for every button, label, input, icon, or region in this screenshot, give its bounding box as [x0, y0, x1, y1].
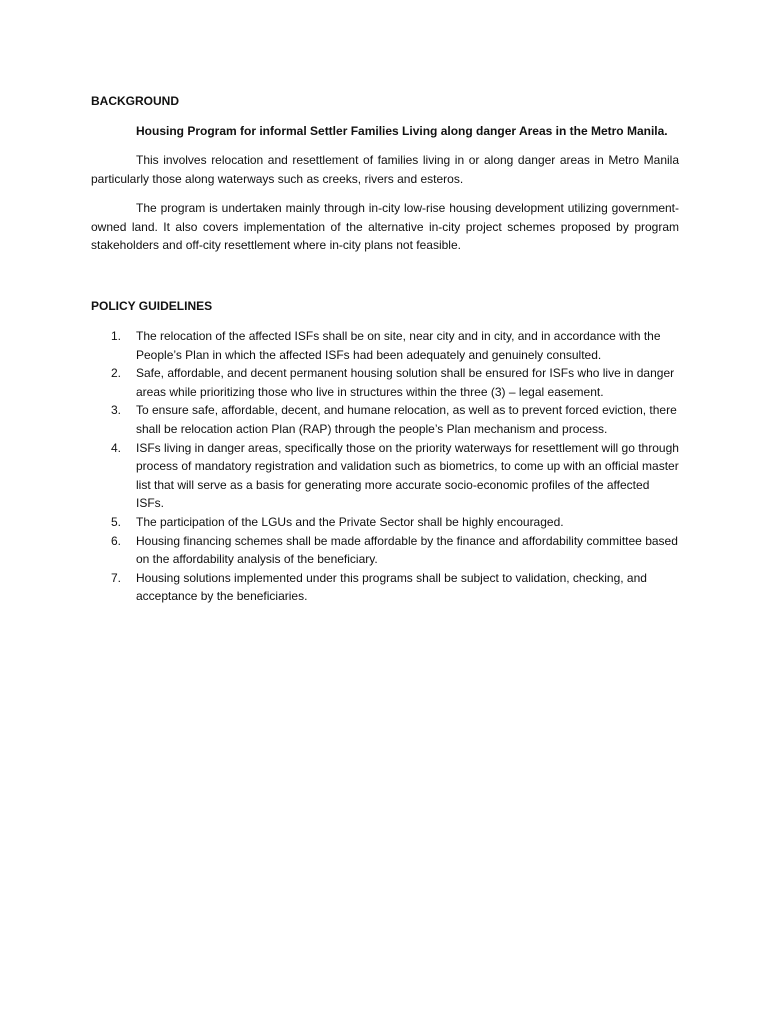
- list-item-number: 2.: [111, 366, 122, 381]
- list-item-text: To ensure safe, affordable, decent, and humane relocation, as well as to prevent forced eviction, there shall be relocation action Plan (RAP) through the people’s Plan mechanism and process.: [136, 403, 677, 436]
- list-item-text: ISFs living in danger areas, specifically those on the priority waterways for resettlement will go through process of mandatory registration and validation such as biometrics, to come up with an official master list that will serve as a basis for generating more accurate socio-economic profiles of the affected ISFs.: [136, 440, 679, 511]
- list-item-number: 3.: [111, 403, 122, 418]
- background-paragraph-2: The program is undertaken mainly through in-city low-rise housing development utilizing government-owned land. It also covers implementation of the alternative in-city project schemes proposed by program stakeholders and off-city resettlement where in-city plans not feasible.: [91, 201, 679, 253]
- list-item-number: 5.: [111, 514, 122, 529]
- list-item-text: Safe, affordable, and decent permanent housing solution shall be ensured for ISFs who live in danger areas while prioritizing those who live in structures within the three (3) – legal easement.: [136, 366, 675, 399]
- background-paragraph-1: This involves relocation and resettlement of families living in or along danger areas in Metro Manila particularly those along waterways such as creeks, rivers and esteros.: [91, 153, 679, 186]
- policy-guidelines-heading: POLICY GUIDELINES: [91, 298, 213, 313]
- list-item-number: 4.: [111, 440, 122, 455]
- policy-guidelines-list: [91, 327, 679, 606]
- list-item-text: Housing solutions implemented under this programs shall be subject to validation, checking, and acceptance by the beneficiaries.: [136, 570, 647, 604]
- background-heading: BACKGROUND: [91, 94, 179, 108]
- list-item: [91, 327, 679, 364]
- list-item-text: The relocation of the affected ISFs shall be on site, near city and in city, and in accordance with the People’s Plan in which the affected ISFs had been adequately and genuinely consulted.: [136, 328, 661, 362]
- list-item: [91, 569, 679, 606]
- document-page: [91, 92, 679, 606]
- list-item: [91, 532, 679, 569]
- list-item-text: The participation of the LGUs and the Private Sector shall be highly encouraged.: [136, 514, 564, 529]
- list-item: [91, 401, 679, 438]
- list-item: [91, 513, 679, 532]
- list-item-number: 7.: [111, 570, 122, 585]
- program-title: Housing Program for informal Settler Families Living along danger Areas in the Metro Manila.: [136, 124, 668, 138]
- list-item-text: Housing financing schemes shall be made affordable by the finance and affordability committee based on the affordability analysis of the beneficiary.: [136, 533, 678, 567]
- list-item: [91, 364, 679, 401]
- list-item-number: 1.: [111, 328, 122, 343]
- list-item: [91, 439, 679, 513]
- list-item-number: 6.: [111, 533, 122, 548]
